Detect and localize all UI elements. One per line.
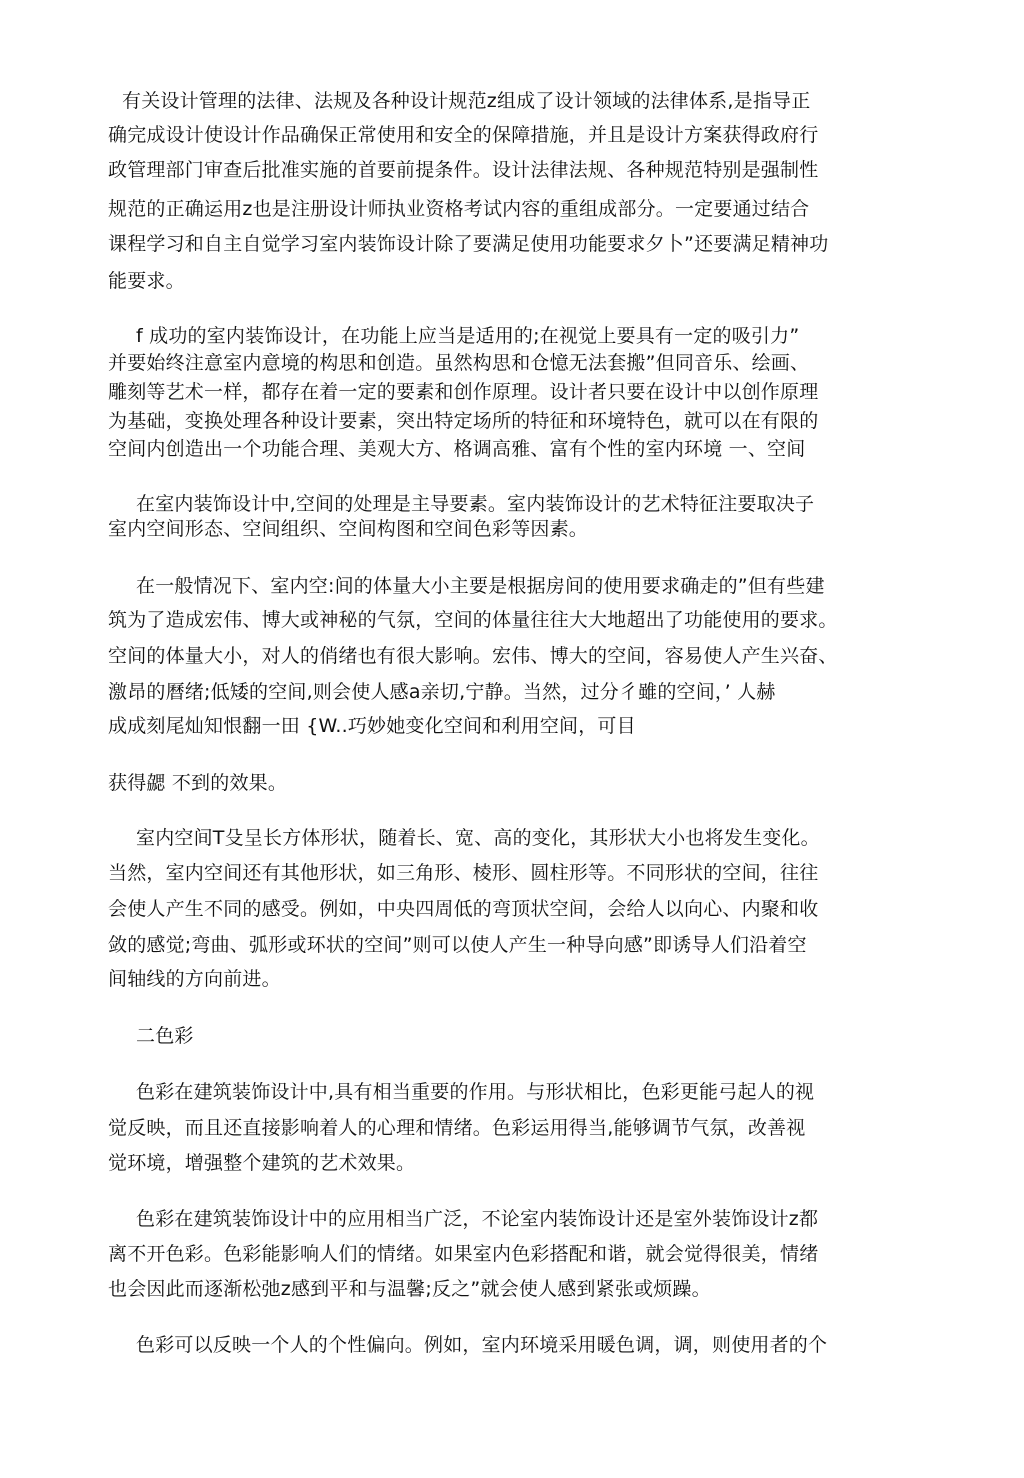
paragraph-5-line-1: 获得勰 不到的效果。: [108, 772, 288, 794]
paragraph-1-line-6: 能要求。: [108, 270, 185, 292]
paragraph-6-line-4: 敛的感觉;弯曲、弧形或环状的空间”则可以使人产生一种导向感”即诱导人们沿着空: [108, 934, 807, 956]
paragraph-9-line-3: 也会因此而逐渐松弛z感到平和与温馨;反之”就会使人感到紧张或烦躁。: [108, 1278, 711, 1300]
paragraph-1-line-4: 规范的正确运用z也是注册设计师执业资格考试内容的重组成部分。一定要通过结合: [108, 198, 810, 220]
paragraph-1-line-5: 课程学习和自主自觉学习室内装饰设计除了要满足使用功能要求夕卜”还要满足精神功: [108, 233, 829, 255]
paragraph-6-line-3: 会使人产生不同的感受。例如，中央四周低的弯顶状空间，会给人以向心、内聚和收: [108, 898, 819, 920]
paragraph-4-line-2: 筑为了造成宏伟、博大或神秘的气氛，空间的体量往往大大地超出了功能使用的要求。: [108, 609, 838, 631]
paragraph-1-line-3: 政管理部门审查后批准实施的首要前提条件。设计法律法规、各种规范特别是强制性: [108, 159, 819, 181]
paragraph-6-line-5: 间轴线的方向前进。: [108, 968, 281, 990]
paragraph-1-line-2: 确完成设计使设计作品确保正常使用和安全的保障措施，并且是设计方案获得政府行: [108, 124, 819, 146]
paragraph-9-line-2: 离不开色彩。色彩能影响人们的情绪。如果室内色彩搭配和谐，就会觉得很美，情绪: [108, 1243, 819, 1265]
paragraph-1-line-1: 有关设计管理的法律、法规及各种设计规范z组成了设计领域的法律体系,是指导正: [122, 90, 811, 112]
paragraph-8-line-1: 色彩在建筑装饰设计中,具有相当重要的作用。与形状相比，色彩更能弓起人的视: [136, 1081, 815, 1103]
paragraph-6-line-2: 当然，室内空间还有其他形状，如三角形、棱形、圆柱形等。不同形状的空间，往往: [108, 862, 819, 884]
paragraph-6-line-1: 室内空间T殳呈长方体形状，随着长、宽、高的变化，其形状大小也将发生变化。: [136, 827, 820, 849]
paragraph-4-line-4: 激昂的曆绪;低矮的空间,则会使人感a亲切,宁静。当然，过分彳雖的空间，’ 人赫: [108, 681, 776, 703]
paragraph-2-line-2: 并要始终注意室内意境的构思和创造。虽然构思和仓憶无法套搬”但同音乐、绘画、: [108, 352, 810, 374]
paragraph-2-line-3: 雕刻等艺术一样，都存在着一定的要素和创作原理。设计者只要在设计中以创作原理: [108, 381, 819, 403]
paragraph-2-line-5: 空间内创造出一个功能合理、美观大方、格调高雅、富有个性的室内环境 一、空间: [108, 438, 806, 460]
paragraph-8-line-2: 觉反映，而且还直接影响着人的心理和情绪。色彩运用得当,能够调节气氛，改善视: [108, 1117, 806, 1139]
paragraph-4-line-5: 成成刻尾灿知恨翻一田 {W..巧妙她变化空间和利用空间，可目: [108, 715, 636, 737]
paragraph-3-line-2: 室内空间形态、空间组织、空间构图和空间色彩等因素。: [108, 518, 589, 540]
paragraph-3-line-1: 在室内装饰设计中,空间的处理是主导要素。室内装饰设计的艺术特征注要取决子: [136, 493, 815, 515]
paragraph-10-line-1: 色彩可以反映一个人的个性偏向。例如，室内环境采用暖色调，调，则使用者的个: [136, 1334, 828, 1356]
paragraph-4-line-3: 空间的体量大小，对人的俏绪也有很大影响。宏伟、博大的空间，容易使人产生兴奋、: [108, 645, 838, 667]
paragraph-2-line-1: f 成功的室内装饰设计，在功能上应当是适用的;在视觉上要具有一定的吸引力”: [136, 325, 800, 347]
paragraph-9-line-1: 色彩在建筑装饰设计中的应用相当广泛，不论室内装饰设计还是室外装饰设计z都: [136, 1208, 819, 1230]
section-heading-color: 二色彩: [136, 1025, 194, 1047]
paragraph-4-line-1: 在一般情况下、室内空:间的体量大小主要是根据房间的使用要求确走的”但有些建: [136, 575, 825, 597]
paragraph-8-line-3: 觉环境，增强整个建筑的艺术效果。: [108, 1152, 416, 1174]
paragraph-2-line-4: 为基础，变换处理各种设计要素，突出特定场所的特征和环境特色，就可以在有限的: [108, 410, 819, 432]
